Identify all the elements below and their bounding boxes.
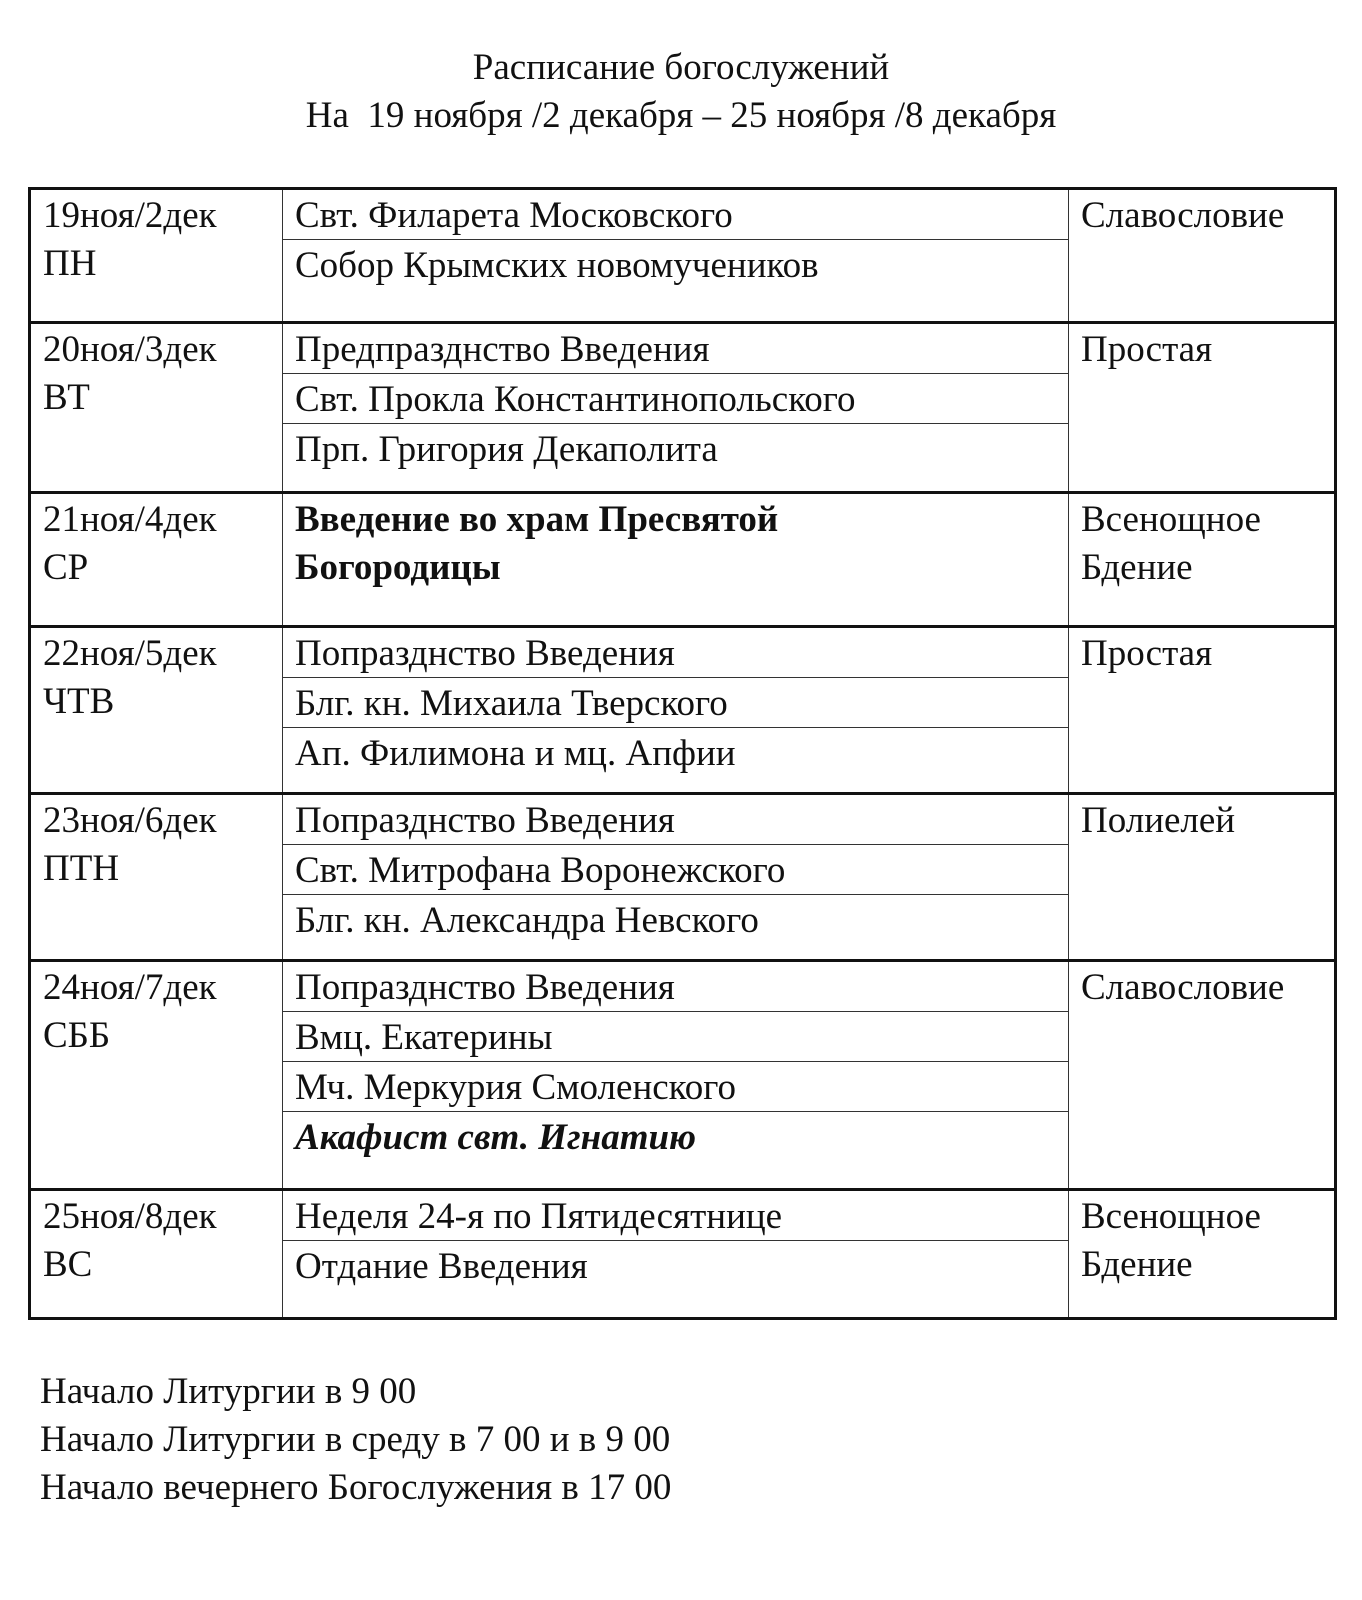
service-cell — [1069, 1190, 1336, 1319]
weekday-label: ВС — [43, 1244, 93, 1285]
event-item: Вмц. Екатерины — [283, 1012, 1068, 1062]
service-type: Бдение — [1081, 1244, 1193, 1285]
footer-notes — [40, 1368, 671, 1512]
akathist-item: Акафист свт. Игнатию — [295, 1117, 697, 1158]
date-label: 19ноя/2дек — [43, 195, 217, 236]
day-row — [30, 627, 1336, 794]
weekday-label: ЧТВ — [43, 681, 115, 722]
page-header — [0, 44, 1362, 140]
event-item: Неделя 24-я по Пятидесятнице — [283, 1191, 1068, 1241]
event-item: Попразднство Введения — [283, 795, 1068, 845]
day-row — [30, 189, 1336, 323]
event-item: Попразднство Введения — [283, 628, 1068, 678]
event-item: Свт. Митрофана Воронежского — [283, 845, 1068, 895]
date-label: 25ноя/8дек — [43, 1196, 217, 1237]
service-type: Всенощное — [1081, 1196, 1261, 1237]
service-cell — [1069, 961, 1336, 1190]
schedule-table — [28, 187, 1337, 1320]
date-cell — [30, 961, 283, 1190]
date-label: 24ноя/7дек — [43, 967, 217, 1008]
date-cell — [30, 794, 283, 961]
date-label: 21ноя/4дек — [43, 499, 217, 540]
service-cell — [1069, 323, 1336, 493]
event-item: Предпразднство Введения — [283, 324, 1068, 374]
day-row — [30, 493, 1336, 627]
events-cell — [283, 961, 1069, 1190]
evening-service-note: Начало вечернего Богослужения в 17 00 — [40, 1467, 672, 1508]
day-row — [30, 1190, 1336, 1319]
event-item: Собор Крымских новомучеников — [295, 245, 819, 286]
event-item: Блг. кн. Александра Невского — [295, 900, 759, 941]
event-item: Свт. Прокла Константинопольского — [283, 374, 1068, 424]
event-item: Отдание Введения — [295, 1246, 588, 1287]
liturgy-time-note: Начало Литургии в 9 00 — [40, 1371, 417, 1412]
service-type: Славословие — [1081, 195, 1285, 236]
day-row — [30, 794, 1336, 961]
weekday-label: СР — [43, 547, 89, 588]
date-label: 20ноя/3дек — [43, 329, 217, 370]
date-cell — [30, 493, 283, 627]
service-type: Простая — [1081, 329, 1213, 370]
service-cell — [1069, 627, 1336, 794]
wednesday-liturgy-note: Начало Литургии в среду в 7 00 и в 9 00 — [40, 1419, 671, 1460]
weekday-label: ПТН — [43, 848, 120, 889]
day-row — [30, 961, 1336, 1190]
service-cell — [1069, 794, 1336, 961]
page-subtitle: На 19 ноября /2 декабря – 25 ноября /8 декабря — [305, 95, 1057, 136]
event-item: Мч. Меркурия Смоленского — [283, 1062, 1068, 1112]
feast-title: Введение во храм Пресвятой Богородицы — [295, 499, 779, 588]
date-label: 23ноя/6дек — [43, 800, 217, 841]
date-cell — [30, 189, 283, 323]
day-row — [30, 323, 1336, 493]
event-item: Свт. Филарета Московского — [283, 190, 1068, 240]
event-item: Попразднство Введения — [283, 962, 1068, 1012]
events-cell — [283, 189, 1069, 323]
event-item: Ап. Филимона и мц. Апфии — [295, 733, 736, 774]
event-item: Прп. Григория Декаполита — [295, 429, 718, 470]
service-type: Простая — [1081, 633, 1213, 674]
weekday-label: СББ — [43, 1015, 111, 1056]
events-cell — [283, 493, 1069, 627]
service-cell — [1069, 189, 1336, 323]
event-item: Блг. кн. Михаила Тверского — [283, 678, 1068, 728]
events-cell — [283, 627, 1069, 794]
service-type: Бдение — [1081, 547, 1193, 588]
events-cell — [283, 323, 1069, 493]
date-label: 22ноя/5дек — [43, 633, 217, 674]
service-type: Славословие — [1081, 967, 1285, 1008]
date-cell — [30, 627, 283, 794]
weekday-label: ВТ — [43, 377, 90, 418]
service-cell — [1069, 493, 1336, 627]
weekday-label: ПН — [43, 243, 97, 284]
page-title: Расписание богослужений — [472, 47, 890, 88]
date-cell — [30, 323, 283, 493]
service-type: Полиелей — [1081, 800, 1236, 841]
events-cell — [283, 794, 1069, 961]
events-cell — [283, 1190, 1069, 1319]
date-cell — [30, 1190, 283, 1319]
service-type: Всенощное — [1081, 499, 1261, 540]
